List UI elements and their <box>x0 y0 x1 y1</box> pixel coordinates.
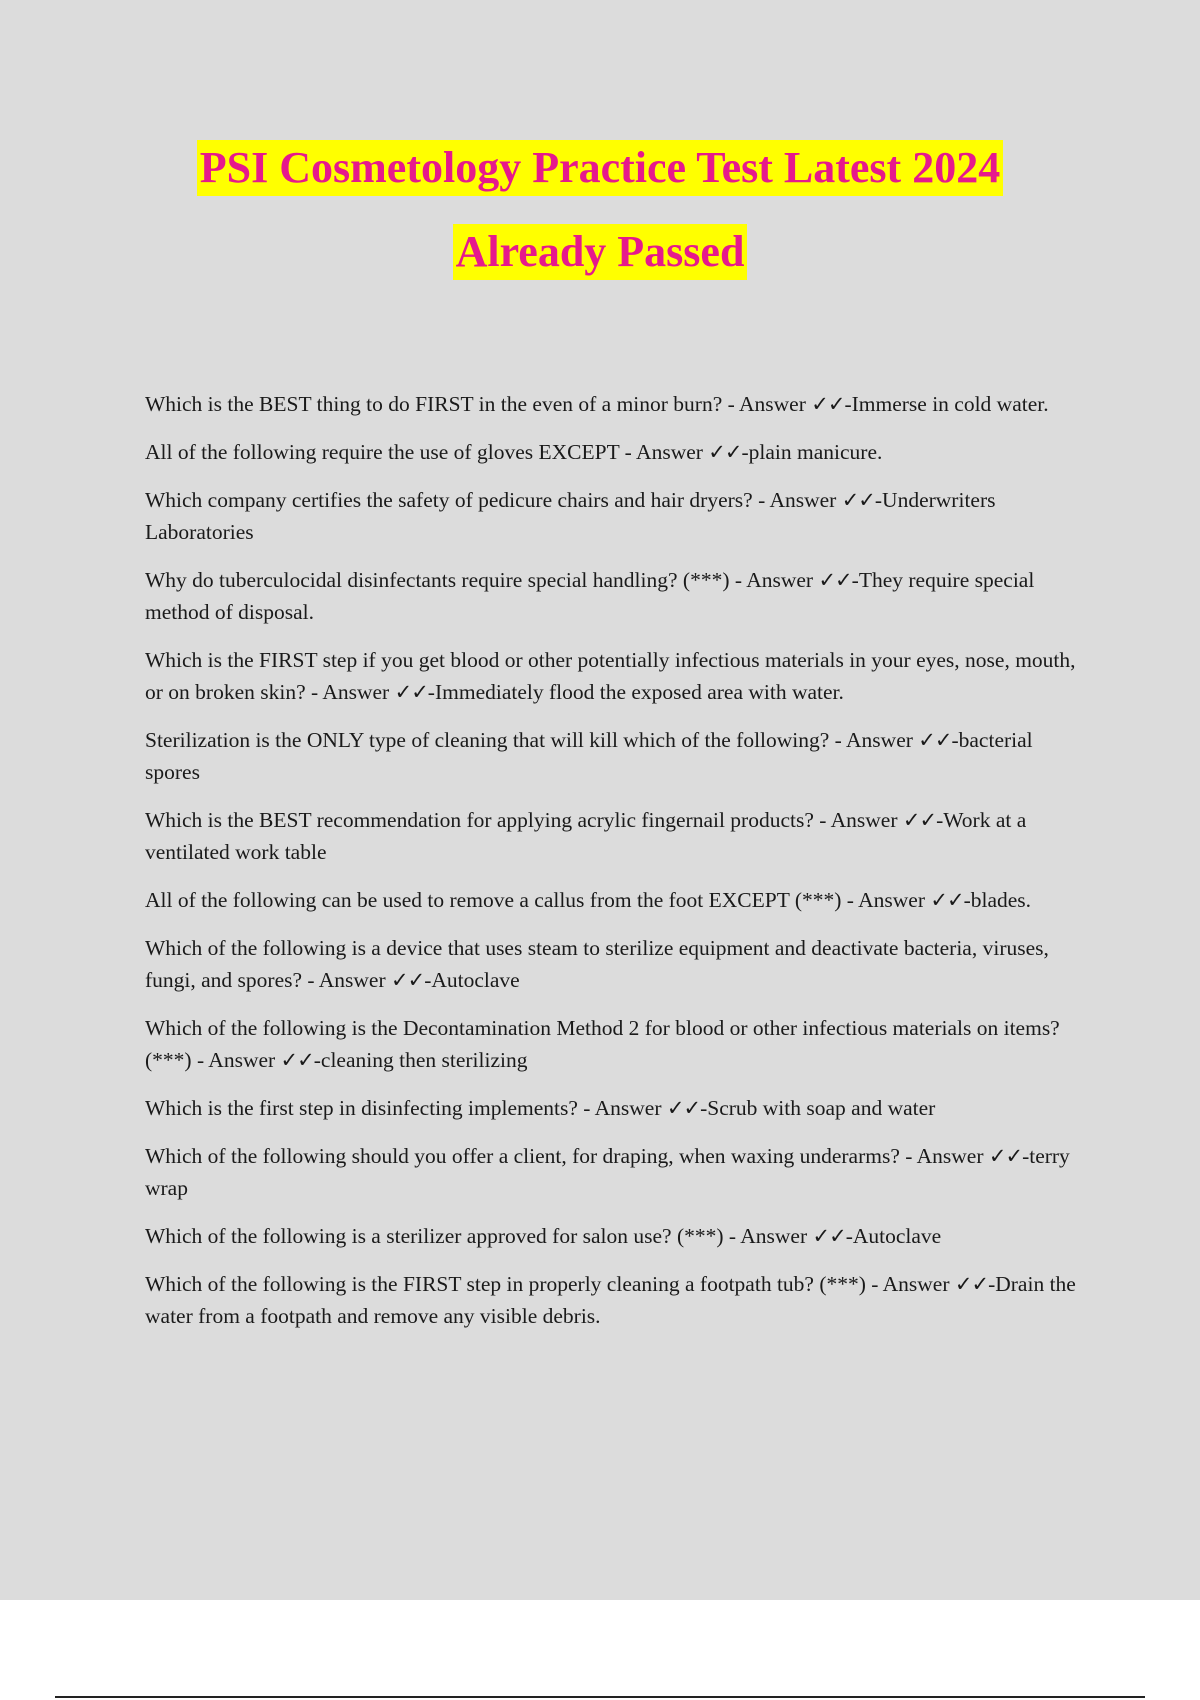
double-check-icon: ✓✓ <box>708 440 742 464</box>
footer-divider <box>55 1696 1145 1698</box>
answer-label: Answer <box>769 488 837 512</box>
title-line-1: PSI Cosmetology Practice Test Latest 2024 <box>197 140 1003 196</box>
answer-label: Answer <box>594 1096 662 1120</box>
answer-text: -blades. <box>963 888 1032 912</box>
answer-label: Answer <box>746 568 814 592</box>
answer-text: -Autoclave <box>845 1224 942 1248</box>
double-check-icon: ✓✓ <box>954 1272 989 1296</box>
question-text: Which is the BEST thing to do FIRST in the even of a minor burn? - <box>145 392 739 416</box>
double-check-icon: ✓✓ <box>818 568 852 592</box>
question-text: Which of the following is a sterilizer approved for salon use? (***) - <box>145 1224 741 1248</box>
question-text: Sterilization is the ONLY type of cleaning that will kill which of the following? - <box>145 728 847 752</box>
answer-label: Answer <box>738 392 806 416</box>
question-text: Which of the following is a device that uses steam to sterilize equipment and deactivate bacteria, viruses, fungi, and spores? - <box>145 936 1049 992</box>
question-text: Why do tuberculocidal disinfectants require special handling? (***) - <box>145 568 747 592</box>
question-text: All of the following can be used to remove a callus from the foot EXCEPT (***) - <box>145 888 859 912</box>
answer-text: -bacterial spores <box>145 728 1033 784</box>
answer-label: Answer <box>916 1144 984 1168</box>
qa-item <box>145 932 1085 996</box>
answer-label: Answer <box>636 440 703 464</box>
question-text: Which is the BEST recommendation for applying acrylic fingernail products? - <box>145 808 831 832</box>
qa-item <box>145 1140 1085 1204</box>
answer-text: -They require special method of disposal. <box>145 568 1035 624</box>
qa-item <box>145 804 1085 868</box>
qa-item <box>145 1012 1085 1076</box>
answer-text: -Immerse in cold water. <box>844 392 1049 416</box>
qa-item <box>145 1268 1085 1332</box>
qa-item <box>145 388 1085 420</box>
question-text: Which is the first step in disinfecting implements? - <box>145 1096 595 1120</box>
title-line-2: Already Passed <box>453 224 748 280</box>
answer-text: -plain manicure. <box>741 440 883 464</box>
question-text: Which company certifies the safety of pedicure chairs and hair dryers? - <box>145 488 770 512</box>
qa-item <box>145 884 1085 916</box>
answer-text: -terry wrap <box>145 1144 1070 1200</box>
double-check-icon: ✓✓ <box>811 392 845 416</box>
double-check-icon: ✓✓ <box>391 968 425 992</box>
double-check-icon: ✓✓ <box>280 1048 314 1072</box>
answer-text: -cleaning then sterilizing <box>313 1048 528 1072</box>
qa-item <box>145 724 1085 788</box>
question-text: All of the following require the use of gloves EXCEPT - <box>145 440 637 464</box>
answer-text: -Scrub with soap and water <box>700 1096 936 1120</box>
answer-text: -Underwriters Laboratories <box>145 488 996 544</box>
answer-label: Answer <box>830 808 898 832</box>
double-check-icon: ✓✓ <box>930 888 964 912</box>
qa-item <box>145 644 1085 708</box>
question-answer-list <box>145 388 1085 1348</box>
double-check-icon: ✓✓ <box>988 1144 1023 1168</box>
answer-label: Answer <box>322 680 390 704</box>
qa-item <box>145 1220 1085 1252</box>
double-check-icon: ✓✓ <box>666 1096 701 1120</box>
answer-label: Answer <box>882 1272 950 1296</box>
qa-item <box>145 564 1085 628</box>
question-text: Which of the following should you offer a client, for draping, when waxing underarms? - <box>145 1144 917 1168</box>
answer-label: Answer <box>846 728 913 752</box>
answer-text: -Drain the water from a footpath and remove any visible debris. <box>145 1272 1076 1328</box>
question-text: Which of the following is the FIRST step in properly cleaning a footpath tub? (***) - <box>145 1272 883 1296</box>
answer-label: Answer <box>208 1048 276 1072</box>
answer-label: Answer <box>318 968 386 992</box>
qa-item <box>145 1092 1085 1124</box>
answer-text: -Work at a ventilated work table <box>145 808 1027 864</box>
document-title <box>0 140 1200 280</box>
question-text: Which of the following is the Decontamination Method 2 for blood or other infectious materials on items? (***) - <box>145 1016 1060 1072</box>
double-check-icon: ✓✓ <box>918 728 952 752</box>
qa-item <box>145 436 1085 468</box>
answer-label: Answer <box>858 888 925 912</box>
answer-text: -Autoclave <box>424 968 520 992</box>
answer-label: Answer <box>740 1224 808 1248</box>
page-footer <box>0 1600 1200 1700</box>
double-check-icon: ✓✓ <box>394 680 428 704</box>
answer-text: -Immediately flood the exposed area with water. <box>427 680 844 704</box>
question-text: Which is the FIRST step if you get blood or other potentially infectious materials in your eyes, nose, mouth, or on broken skin? - <box>145 648 1076 704</box>
double-check-icon: ✓✓ <box>812 1224 846 1248</box>
qa-item <box>145 484 1085 548</box>
double-check-icon: ✓✓ <box>841 488 875 512</box>
double-check-icon: ✓✓ <box>902 808 937 832</box>
